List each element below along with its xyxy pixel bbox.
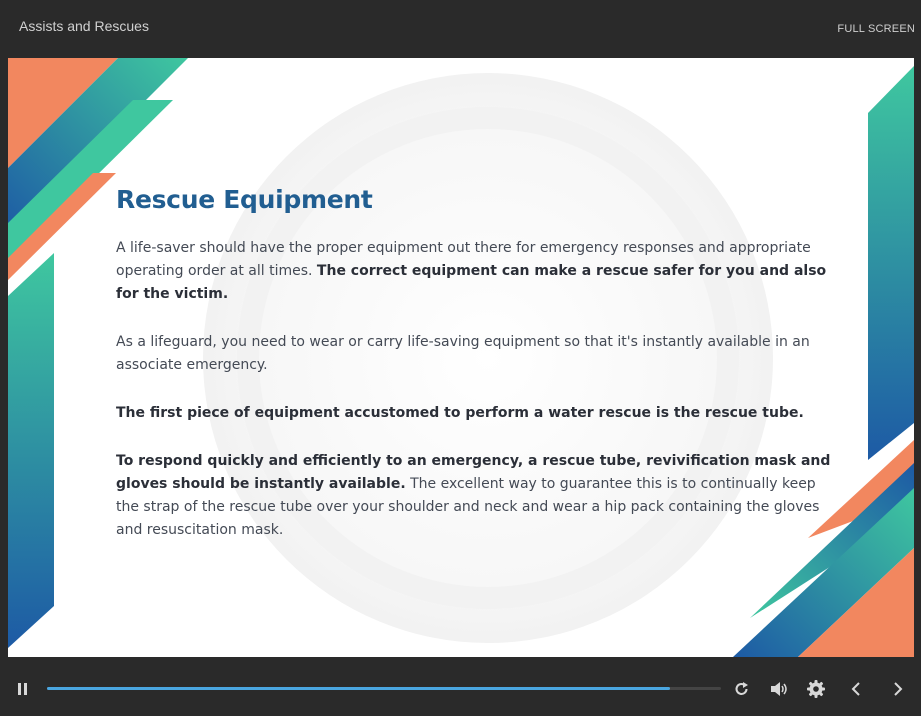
- paragraph-2: [116, 331, 836, 377]
- paragraph-3-bold: The first piece of equipment accustomed to perform a water rescue is the rescue tube.: [116, 405, 804, 421]
- progress-fill: [47, 687, 670, 690]
- paragraph-4-text: The excellent way to guarantee this is to continually keep the strap of the rescue tube over your shoulder and neck and wear a hip pack containing the gloves and resuscitation mask.: [116, 476, 820, 538]
- slide-content: [116, 185, 836, 567]
- paragraph-1: [116, 237, 836, 306]
- paragraph-2-text: As a lifeguard, you need to wear or carry life-saving equipment so that it's instantly available in an associate emergency.: [116, 334, 810, 373]
- top-bar: [0, 0, 921, 58]
- paragraph-1-text: A life-saver should have the proper equipment out there for emergency responses and appropriate operating order at all times.: [116, 240, 811, 279]
- settings-icon[interactable]: [806, 679, 826, 699]
- fullscreen-button[interactable]: FULL SCREEN: [837, 23, 915, 35]
- paragraph-1-bold: The correct equipment can make a rescue safer for you and also for the victim.: [116, 263, 827, 302]
- pause-icon[interactable]: [14, 680, 32, 698]
- replay-icon[interactable]: [733, 680, 751, 698]
- previous-icon[interactable]: [847, 679, 865, 699]
- paragraph-3: [116, 402, 836, 425]
- volume-icon[interactable]: [769, 680, 789, 698]
- slide-title: Rescue Equipment: [116, 185, 373, 214]
- progress-bar[interactable]: [47, 687, 721, 690]
- paragraph-4-bold: To respond quickly and efficiently to an emergency, a rescue tube, revivification mask and gloves should be instantly available.: [116, 453, 831, 492]
- player-controls: [0, 664, 921, 716]
- paragraph-4: [116, 450, 836, 542]
- next-icon[interactable]: [889, 679, 907, 699]
- course-title: Assists and Rescues: [19, 18, 149, 34]
- slide-canvas: [8, 58, 914, 657]
